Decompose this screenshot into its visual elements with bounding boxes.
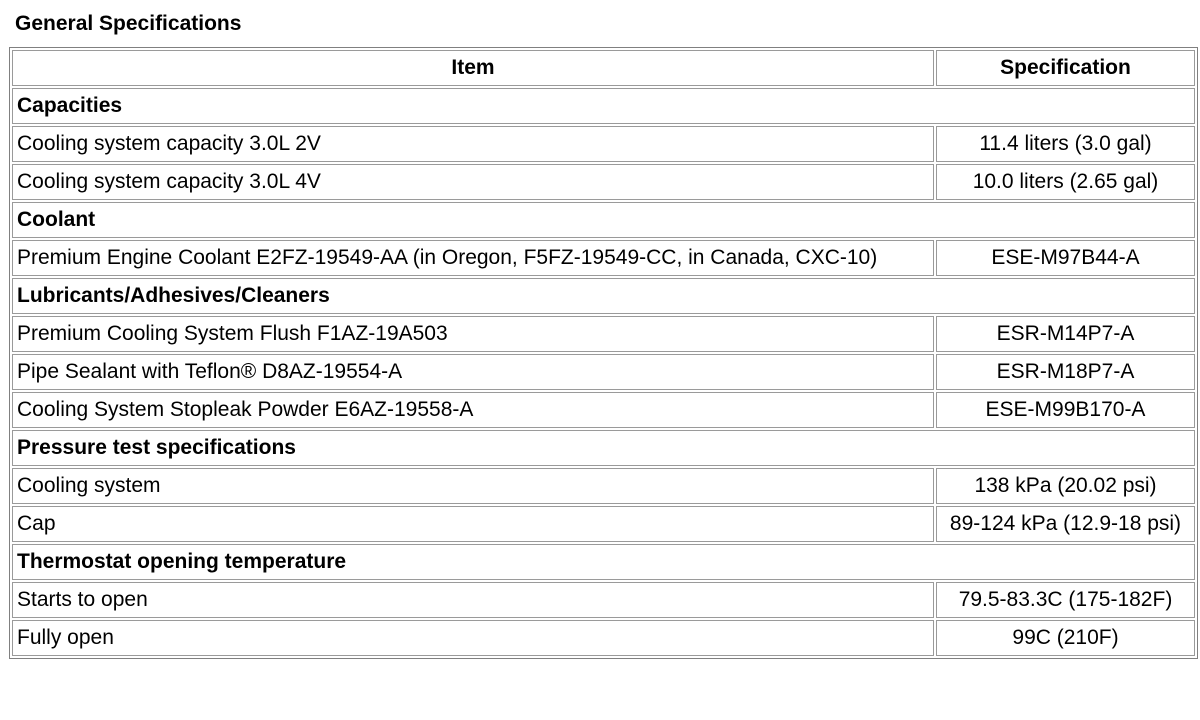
section-title: Thermostat opening temperature [12, 544, 1195, 580]
table-row [12, 468, 1195, 504]
section-title: Lubricants/Adhesives/Cleaners [12, 278, 1195, 314]
column-header-item: Item [12, 50, 934, 86]
column-header-specification: Specification [936, 50, 1195, 86]
table-row [12, 392, 1195, 428]
item-cell: Starts to open [12, 582, 934, 618]
item-cell: Cooling system capacity 3.0L 2V [12, 126, 934, 162]
spec-cell: ESE-M99B170-A [936, 392, 1195, 428]
item-cell: Cooling system [12, 468, 934, 504]
section-title: Capacities [12, 88, 1195, 124]
item-cell: Premium Cooling System Flush F1AZ-19A503 [12, 316, 934, 352]
section-title: Coolant [12, 202, 1195, 238]
spec-cell: 79.5-83.3C (175-182F) [936, 582, 1195, 618]
table-row [12, 506, 1195, 542]
section-title: Pressure test specifications [12, 430, 1195, 466]
table-row [12, 582, 1195, 618]
table-row [12, 240, 1195, 276]
spec-cell: ESR-M18P7-A [936, 354, 1195, 390]
table-row [12, 164, 1195, 200]
table-header-row [12, 50, 1195, 86]
table-row [12, 126, 1195, 162]
table-row [12, 354, 1195, 390]
table-row [12, 316, 1195, 352]
item-cell: Cap [12, 506, 934, 542]
section-row-lubricants [12, 278, 1195, 314]
spec-cell: 10.0 liters (2.65 gal) [936, 164, 1195, 200]
section-row-capacities [12, 88, 1195, 124]
section-row-pressure-test [12, 430, 1195, 466]
specifications-table [9, 47, 1198, 659]
spec-cell: 89-124 kPa (12.9-18 psi) [936, 506, 1195, 542]
spec-cell: 11.4 liters (3.0 gal) [936, 126, 1195, 162]
section-row-thermostat [12, 544, 1195, 580]
item-cell: Cooling system capacity 3.0L 4V [12, 164, 934, 200]
item-cell: Fully open [12, 620, 934, 656]
item-cell: Premium Engine Coolant E2FZ-19549-AA (in Oregon, F5FZ-19549-CC, in Canada, CXC-10) [12, 240, 934, 276]
spec-cell: ESE-M97B44-A [936, 240, 1195, 276]
table-row [12, 620, 1195, 656]
item-cell: Cooling System Stopleak Powder E6AZ-19558-A [12, 392, 934, 428]
page-title: General Specifications [15, 12, 242, 35]
item-cell: Pipe Sealant with Teflon® D8AZ-19554-A [12, 354, 934, 390]
spec-cell: 138 kPa (20.02 psi) [936, 468, 1195, 504]
spec-cell: ESR-M14P7-A [936, 316, 1195, 352]
section-row-coolant [12, 202, 1195, 238]
spec-cell: 99C (210F) [936, 620, 1195, 656]
